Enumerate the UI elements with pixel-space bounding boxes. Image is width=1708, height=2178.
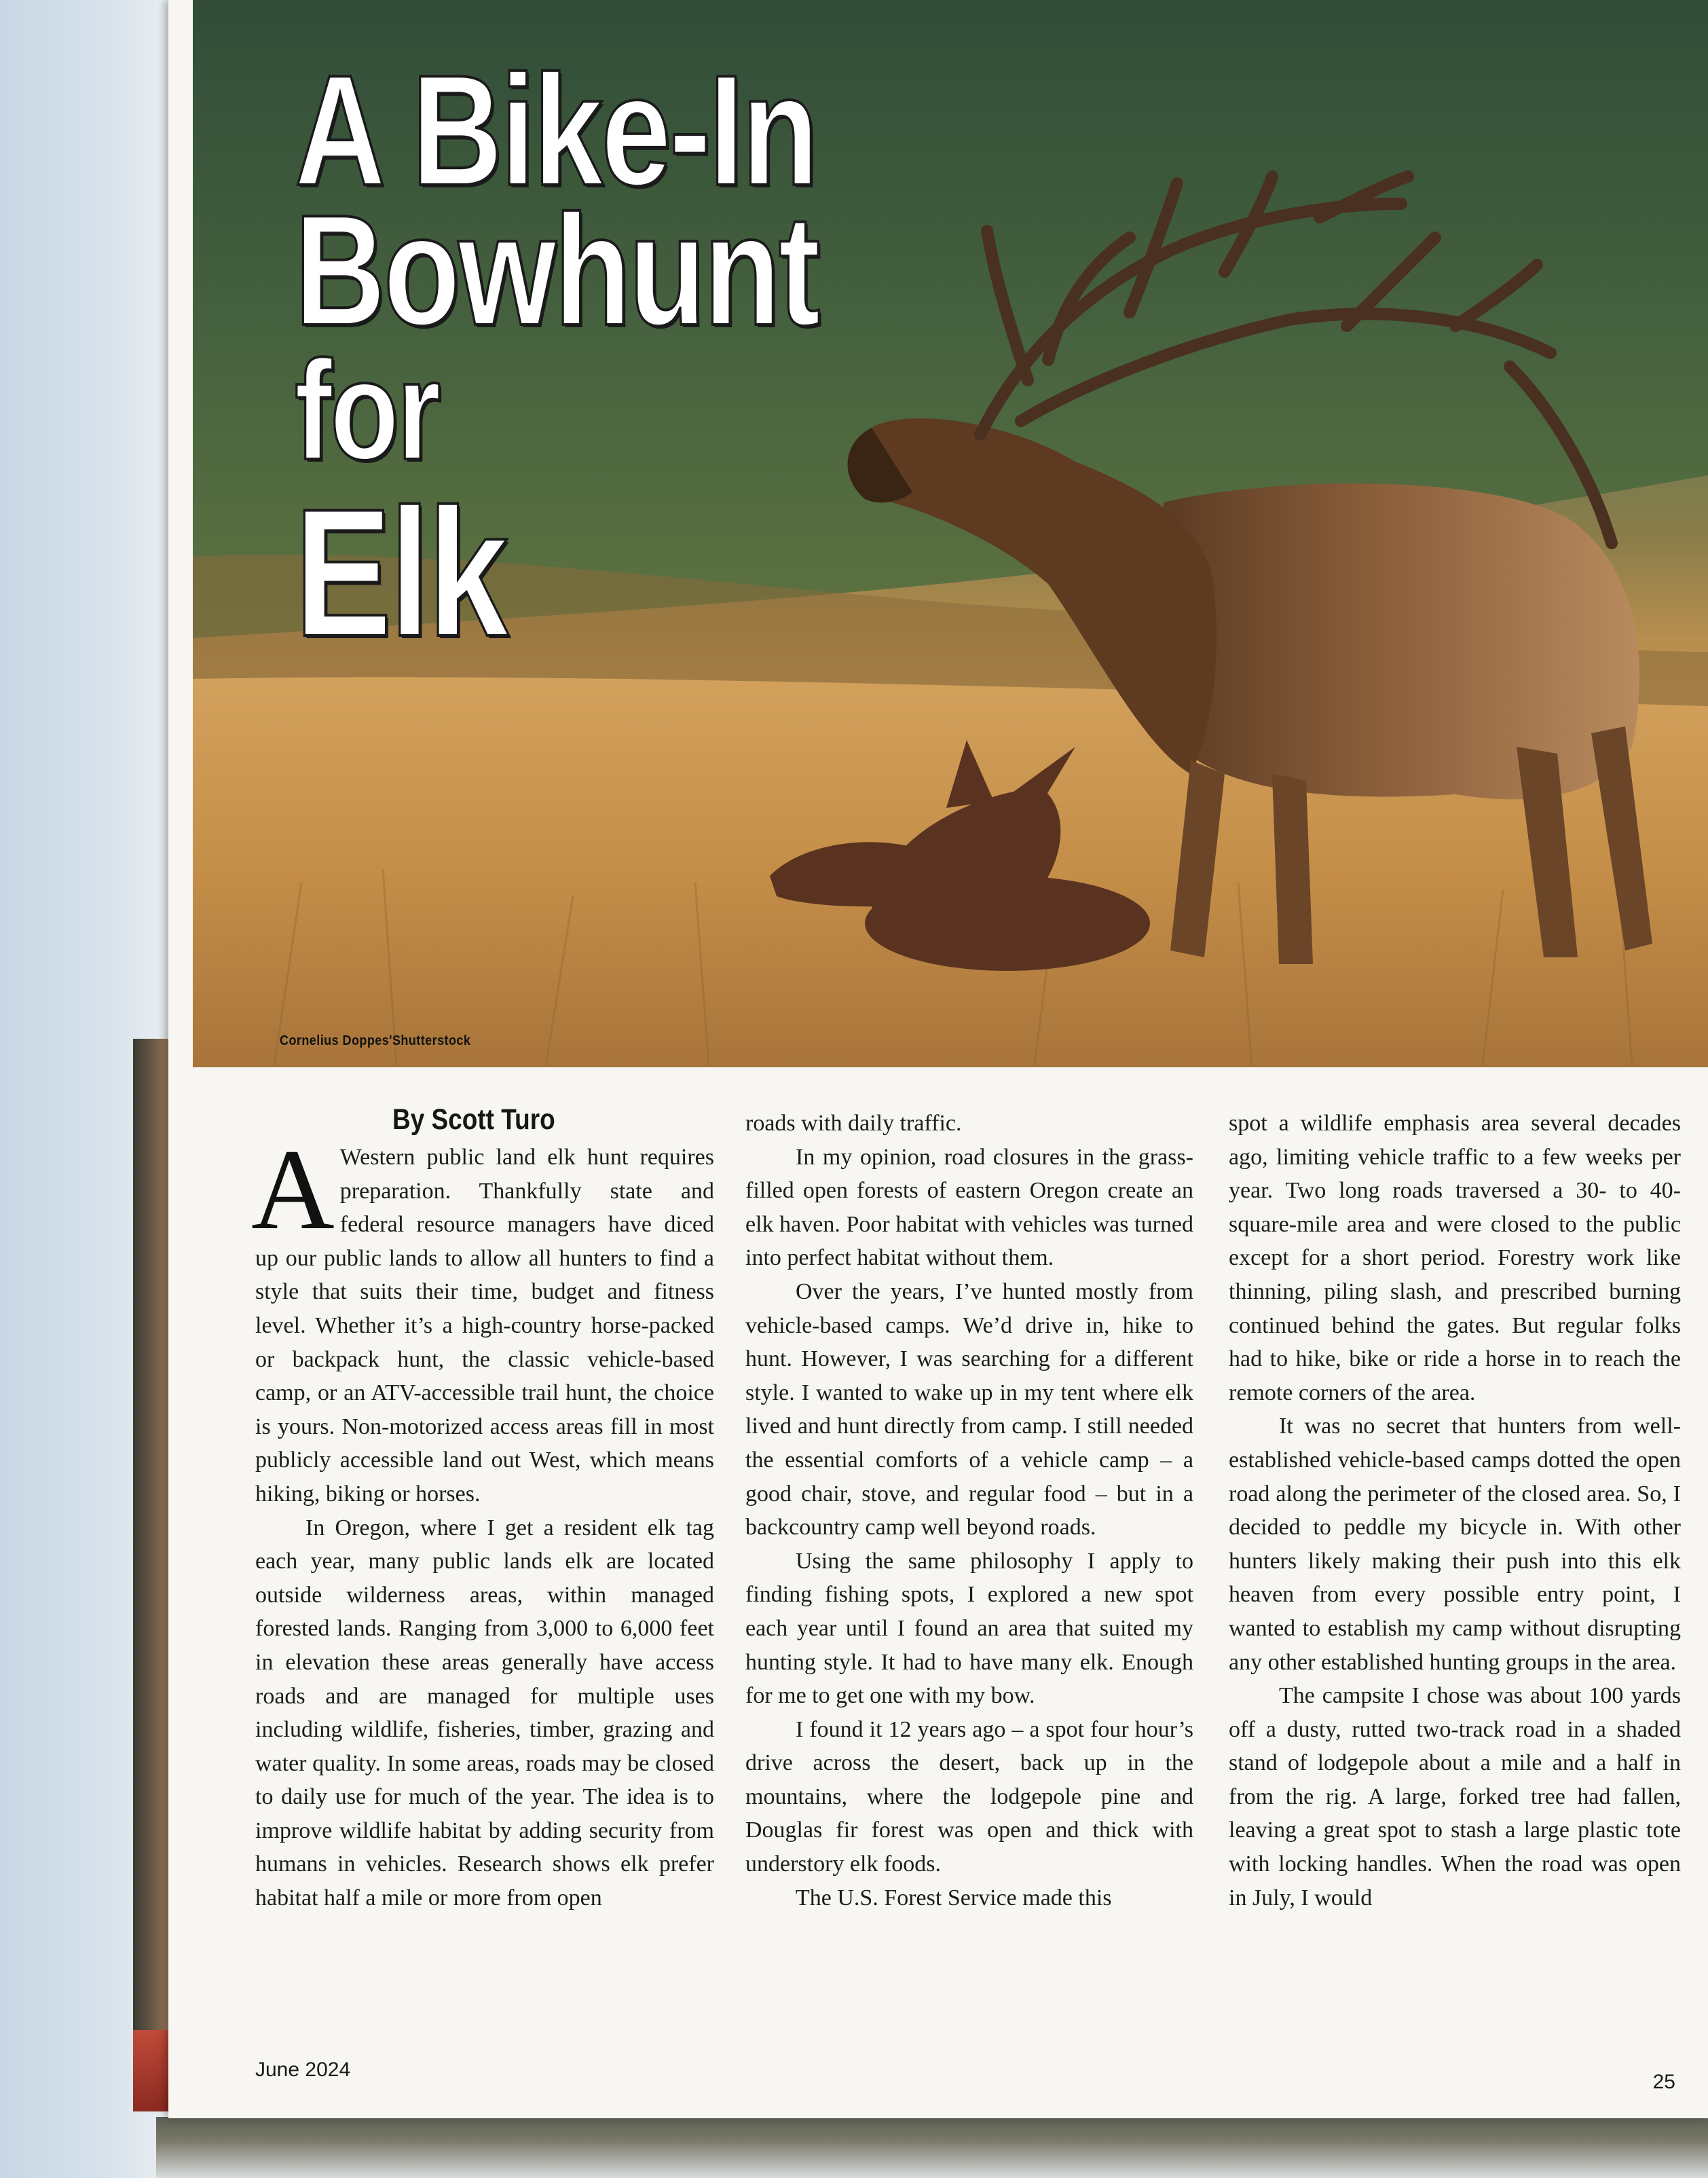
paragraph: In my opinion, road closures in the grass-filled open forests of eastern Oregon create an elk haven. Poor habitat with vehicles was turned into perfect habitat without them. [745, 1144, 1193, 1271]
elk-photo [193, 0, 1708, 1067]
title-line-3: for [295, 332, 439, 490]
text-column-2 [745, 1107, 1193, 1915]
text-column-3 [1229, 1107, 1681, 1915]
article-title [295, 43, 819, 674]
paragraph: The campsite I chose was about 100 yards off a dusty, rutted two-track road in a shaded stand of lodgepole about a mile and a half in from the rig. A large, forked tree had fallen, leaving a great spot to stash a large plastic tote with locking handles. When the road was open in July, I would [1229, 1683, 1681, 1911]
author-byline: By Scott Turo [392, 1103, 555, 1136]
paragraph [251, 1126, 714, 1511]
issue-date: June 2024 [255, 2059, 351, 2081]
drop-cap: A [251, 1126, 335, 1253]
paragraph: The U.S. Forest Service made this [796, 1885, 1112, 1911]
title-line-4: Elk [295, 470, 507, 674]
paragraph: I found it 12 years ago – a spot four hour’s drive across the desert, back up in the mountains, where the lodgepole pine and Douglas fir forest was open and thick with understory elk foods. [745, 1716, 1193, 1877]
page-number: 25 [1652, 2071, 1675, 2093]
photo-credit: Cornelius Doppes'Shutterstock [280, 1033, 471, 1048]
title-line-1: A Bike-In [295, 43, 817, 219]
paragraph: In Oregon, where I get a resident elk tag each year, many public lands elk are located outside wilderness areas, within managed forested lands. Ranging from 3,000 to 6,000 feet in elevation these areas generally have access roads and are managed for multiple uses including wildlife, fisheries, timber, grazing and water quality. In some areas, roads may be closed to daily use for much of the year. The idea is to improve wildlife habitat by adding security from humans in vehicles. Research shows elk prefer habitat half a mile or more from open [255, 1515, 714, 1911]
paragraph: It was no secret that hunters from well-established vehicle-based camps dotted the open road along the perimeter of the closed area. So, I decided to peddle my bicycle in. With other hunters likely making their push into this elk heaven from every possible entry point, I wanted to establish my camp without disrupting any other established hunting groups in the area. [1229, 1414, 1681, 1675]
paragraph: roads with daily traffic. [745, 1111, 962, 1136]
paragraph-text: Western public land elk hunt requires preparation. Thankfully state and federal resource managers have diced up our public lands to allow all hunters to find a style that suits their time, budget and fitness level. Whether it’s a high-country horse-packed or backpack hunt, the classic vehicle-based camp, or an ATV-accessible trail hunt, the choice is yours. Non-motorized access areas fill in most publicly accessible land out West, which means hiking, biking or horses. [255, 1145, 714, 1507]
paragraph: Using the same philosophy I apply to finding fishing spots, I explored a new spot each year until I found an area that suited my hunting style. It had to have many elk. Enough for me to get one with my bow. [745, 1548, 1193, 1709]
paragraph: Over the years, I’ve hunted mostly from vehicle-based camps. We’d drive in, hike to hunt. However, I was searching for a different style. I wanted to wake up in my tent where elk lived and hunt directly from camp. I still needed the essential comforts of a vehicle camp – a good chair, stove, and regular food – but in a backcountry camp well beyond roads. [745, 1278, 1193, 1540]
title-line-2: Bowhunt [295, 183, 819, 358]
scanner-bottom-edge [156, 2117, 1708, 2178]
paragraph: spot a wildlife emphasis area several decades ago, limiting vehicle traffic to a few weeks per year. Two long roads traversed a 30- to 40-square-mile area and were closed to the public except for a short period. Forestry work like thinning, piling slash, and prescribed burning continued behind the gates. But regular folks had to hike, bike or ride a horse in to reach the remote corners of the area. [1229, 1111, 1681, 1405]
magazine-page [168, 0, 1708, 2118]
text-column-1 [251, 1126, 714, 1915]
